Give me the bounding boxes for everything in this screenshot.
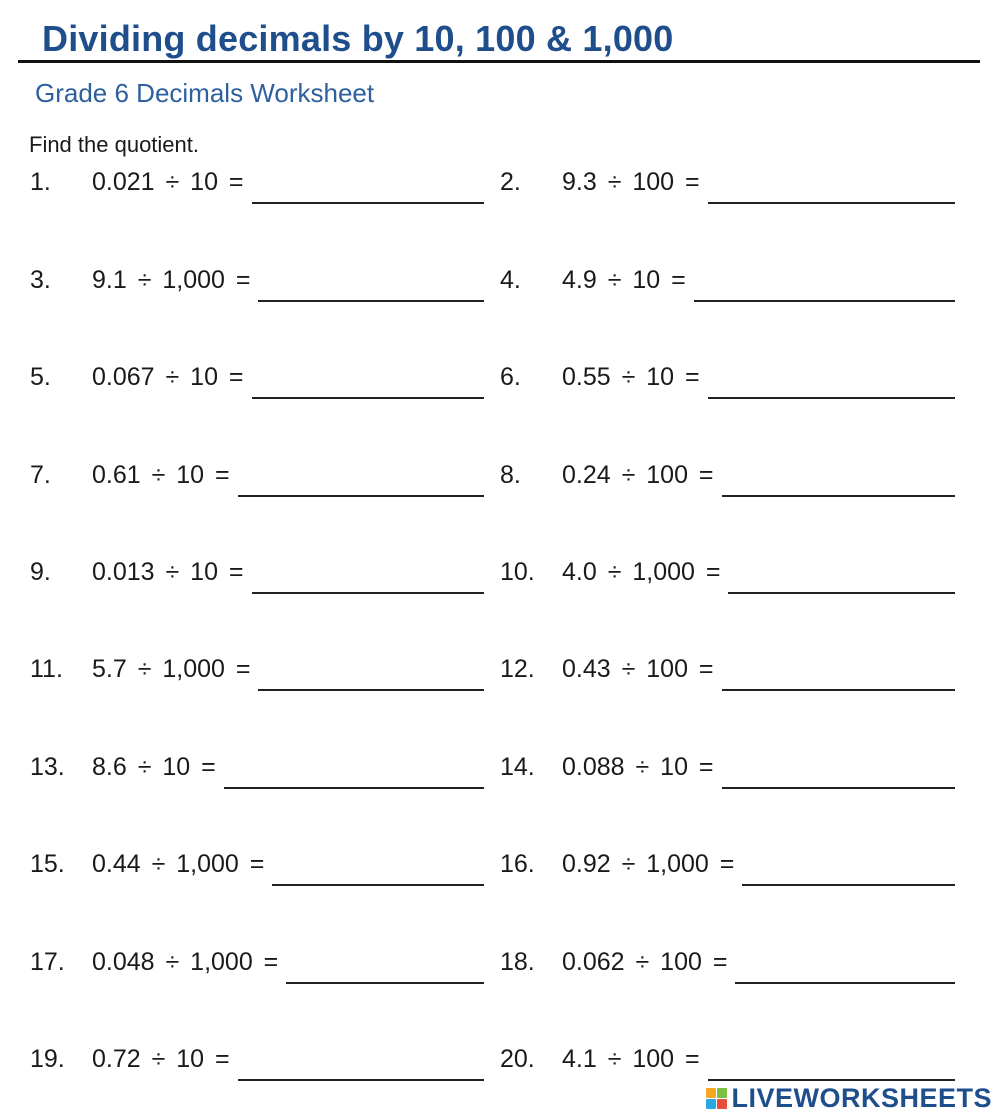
problem-4 [500,266,955,306]
problem-expression: 9.1 ÷ 1,000 = [92,266,251,294]
answer-blank[interactable] [272,862,484,886]
problem-number: 15. [30,850,65,878]
answer-blank[interactable] [238,1057,484,1081]
problem-number: 11. [30,655,63,683]
problem-number: 9. [30,558,51,586]
logo-square-3 [706,1099,716,1109]
problem-number: 12. [500,655,535,683]
instruction-text: Find the quotient. [29,132,200,157]
answer-blank[interactable] [742,862,955,886]
problem-expression: 0.088 ÷ 10 = [562,753,714,781]
logo-mark-icon [706,1088,727,1109]
answer-blank[interactable] [728,570,955,594]
problem-expression: 0.021 ÷ 10 = [92,168,244,196]
problem-number: 20. [500,1045,535,1073]
problem-expression: 5.7 ÷ 1,000 = [92,655,251,683]
problem-number: 10. [500,558,535,586]
problem-row [0,461,1000,501]
answer-blank[interactable] [722,473,955,497]
problem-17 [30,948,484,988]
problem-number: 4. [500,266,521,294]
problem-expression: 0.24 ÷ 100 = [562,461,714,489]
problem-number: 2. [500,168,521,196]
problem-13 [30,753,484,793]
problem-expression: 4.1 ÷ 100 = [562,1045,700,1073]
problem-row [0,948,1000,988]
logo-square-2 [717,1088,727,1098]
problem-number: 19. [30,1045,65,1073]
problem-row [0,558,1000,598]
answer-blank[interactable] [735,960,955,984]
problem-7 [30,461,484,501]
problem-row [0,850,1000,890]
answer-blank[interactable] [286,960,484,984]
logo-square-4 [717,1099,727,1109]
problem-expression: 8.6 ÷ 10 = [92,753,216,781]
problem-row [0,1045,1000,1085]
problem-expression: 0.55 ÷ 10 = [562,363,700,391]
problem-19 [30,1045,484,1085]
problem-number: 6. [500,363,521,391]
problem-row [0,168,1000,208]
answer-blank[interactable] [708,1057,955,1081]
problem-15 [30,850,484,890]
problem-row [0,753,1000,793]
problem-number: 7. [30,461,51,489]
answer-blank[interactable] [252,570,484,594]
problem-3 [30,266,484,306]
answer-blank[interactable] [224,765,484,789]
problem-number: 18. [500,948,535,976]
problem-9 [30,558,484,598]
liveworksheets-logo [706,1083,992,1114]
problem-number: 1. [30,168,51,196]
answer-blank[interactable] [258,278,484,302]
problem-number: 13. [30,753,65,781]
problem-expression: 0.067 ÷ 10 = [92,363,244,391]
problem-expression: 4.0 ÷ 1,000 = [562,558,721,586]
problem-expression: 0.72 ÷ 10 = [92,1045,230,1073]
answer-blank[interactable] [722,667,955,691]
problem-number: 14. [500,753,535,781]
problem-6 [500,363,955,403]
problem-11 [30,655,484,695]
problem-row [0,363,1000,403]
problem-expression: 4.9 ÷ 10 = [562,266,686,294]
problem-number: 17. [30,948,65,976]
answer-blank[interactable] [722,765,955,789]
problem-16 [500,850,955,890]
problem-expression: 0.92 ÷ 1,000 = [562,850,735,878]
problem-2 [500,168,955,208]
title-underline [18,60,980,63]
problem-expression: 9.3 ÷ 100 = [562,168,700,196]
logo-square-1 [706,1088,716,1098]
answer-blank[interactable] [252,375,484,399]
problem-18 [500,948,955,988]
problem-5 [30,363,484,403]
answer-blank[interactable] [238,473,484,497]
problem-expression: 0.44 ÷ 1,000 = [92,850,265,878]
problem-number: 8. [500,461,521,489]
problem-expression: 0.013 ÷ 10 = [92,558,244,586]
problem-number: 5. [30,363,51,391]
problem-expression: 0.048 ÷ 1,000 = [92,948,279,976]
problem-12 [500,655,955,695]
problem-expression: 0.062 ÷ 100 = [562,948,728,976]
worksheet-subtitle: Grade 6 Decimals Worksheet [35,78,375,108]
logo-text: LIVEWORKSHEETS [731,1083,992,1113]
problem-14 [500,753,955,793]
answer-blank[interactable] [708,375,955,399]
problem-row [0,266,1000,306]
problem-expression: 0.61 ÷ 10 = [92,461,230,489]
problem-8 [500,461,955,501]
answer-blank[interactable] [694,278,955,302]
problem-1 [30,168,484,208]
answer-blank[interactable] [708,180,955,204]
problem-number: 16. [500,850,535,878]
problem-row [0,655,1000,695]
answer-blank[interactable] [252,180,484,204]
problem-expression: 0.43 ÷ 100 = [562,655,714,683]
answer-blank[interactable] [258,667,484,691]
problem-10 [500,558,955,598]
problem-20 [500,1045,955,1085]
problem-number: 3. [30,266,51,294]
worksheet-title: Dividing decimals by 10, 100 & 1,000 [42,18,674,59]
